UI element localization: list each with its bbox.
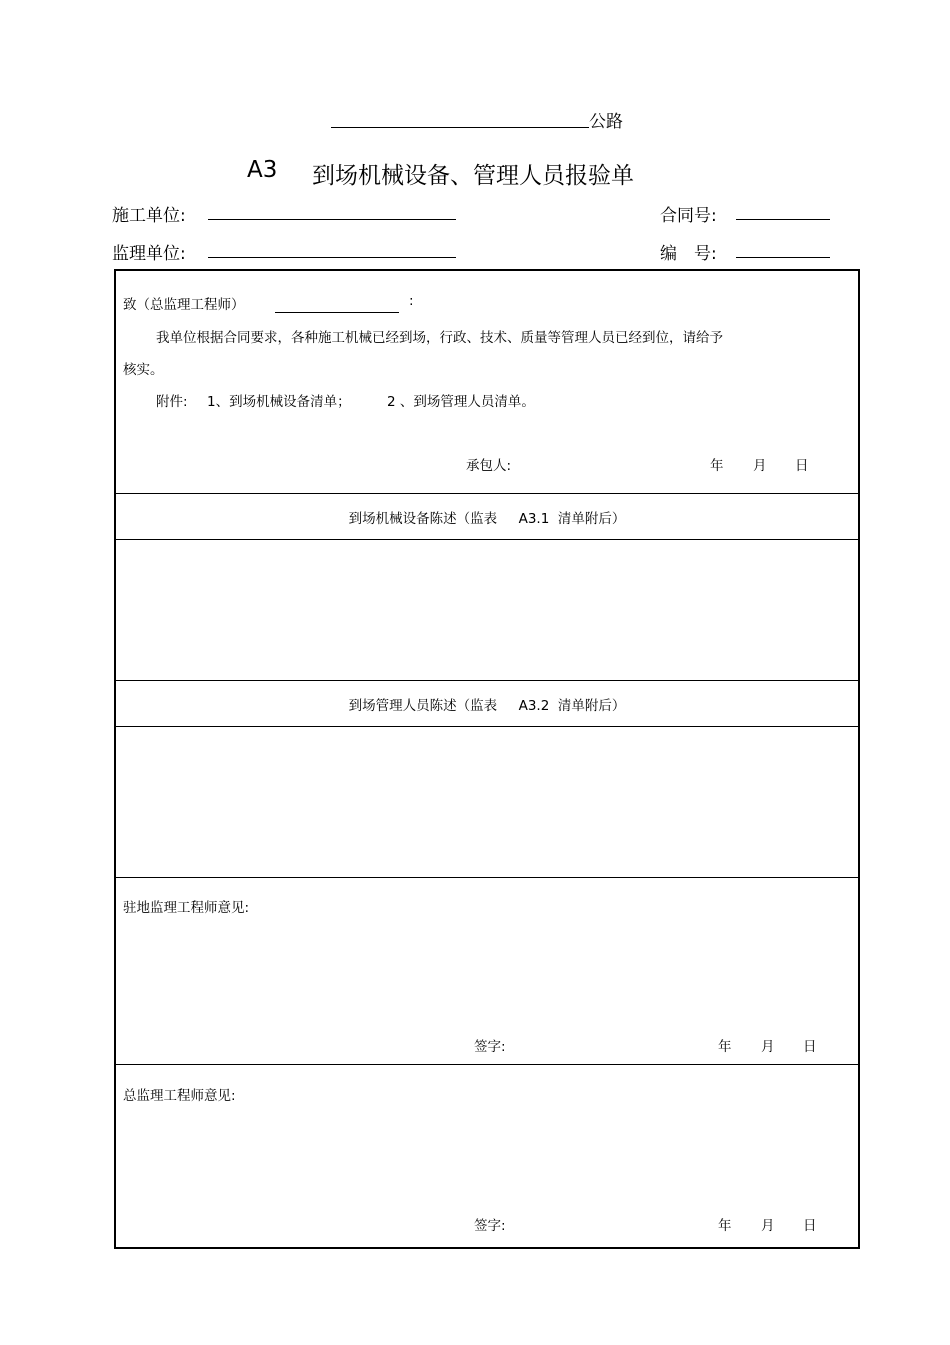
contract-no-field[interactable] [736,219,830,220]
chief-opinion-label: 总监理工程师意见: [123,1088,236,1104]
resident-month: 月 [761,1039,775,1055]
road-name-blank[interactable] [331,127,589,128]
to-colon: : [409,293,414,309]
divider [116,680,858,681]
road-suffix: 公路 [589,112,623,132]
supervision-unit-label: 监理单位: [112,244,186,264]
divider [116,726,858,727]
attachment-item-1: 1、到场机械设备清单； [207,394,351,410]
request-body-line1: 我单位根据合同要求，各种施工机械已经到场，行政、技术、质量等管理人员已经到位，请给予 [156,330,723,346]
construction-unit-field[interactable] [208,219,456,220]
equipment-heading-prefix: 到场机械设备陈述（监表 [348,511,498,527]
resident-day: 日 [803,1039,817,1055]
personnel-heading-prefix: 到场管理人员陈述（监表 [348,698,498,714]
contractor-day: 日 [795,458,809,474]
divider [116,877,858,878]
equipment-heading-suffix: 清单附后） [557,511,626,527]
chief-year: 年 [718,1218,732,1234]
chief-month: 月 [761,1218,775,1234]
contractor-year: 年 [710,458,724,474]
divider [116,493,858,494]
divider [116,539,858,540]
divider [116,1064,858,1065]
contractor-month: 月 [753,458,767,474]
resident-opinion-area[interactable] [116,921,858,1021]
chief-opinion-area[interactable] [116,1109,858,1199]
attachment-item-2: 2 、到场管理人员清单。 [387,394,535,410]
construction-unit-label: 施工单位: [112,206,186,226]
serial-no-label: 编 号: [660,244,717,264]
supervision-unit-field[interactable] [208,257,456,258]
form-title: 到场机械设备、管理人员报验单 [312,163,634,189]
equipment-statement-area[interactable] [116,541,858,679]
personnel-heading-code: A3.2 [518,698,550,714]
equipment-heading [116,507,858,527]
request-body-line2: 核实。 [123,362,164,378]
to-chief-engineer-label: 致（总监理工程师） [123,297,245,313]
chief-sign-label: 签字: [474,1218,506,1234]
resident-sign-label: 签字: [474,1039,506,1055]
chief-engineer-name-field[interactable] [275,312,399,313]
chief-day: 日 [803,1218,817,1234]
form-table [114,269,860,1249]
resident-year: 年 [718,1039,732,1055]
contractor-label: 承包人: [466,458,512,474]
form-code: A3 [247,157,278,183]
equipment-heading-code: A3.1 [518,511,550,527]
personnel-heading-suffix: 清单附后） [557,698,626,714]
personnel-statement-area[interactable] [116,728,858,876]
contract-no-label: 合同号: [660,206,717,226]
personnel-heading [116,694,858,714]
serial-no-field[interactable] [736,257,830,258]
resident-opinion-label: 驻地监理工程师意见: [123,900,250,916]
attachment-label: 附件: [156,394,188,410]
